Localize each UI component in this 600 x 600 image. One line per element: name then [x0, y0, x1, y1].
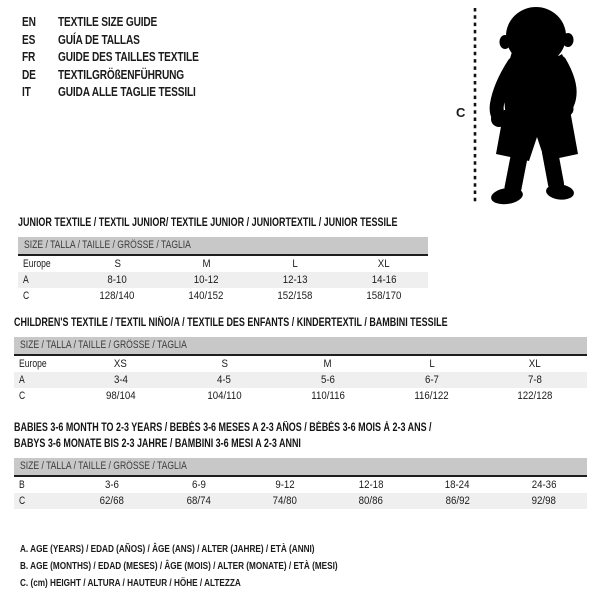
table-cell: 7-8: [528, 374, 543, 386]
footnote: [20, 541, 427, 558]
table-cell: 12-18: [358, 479, 384, 491]
footnote-text: B. AGE (MONTHS) / EDAD (MESES) / ÂGE (MOIS) / ALTER (MONATE) / ETÀ (MESI): [20, 560, 338, 572]
table-cell: 12-13: [282, 274, 308, 286]
table-cell: 24-36: [531, 479, 557, 491]
footnote: [20, 558, 427, 575]
size-header-text: SIZE / TALLA / TAILLE / GRÖSSE / TAGLIA: [24, 239, 191, 251]
language-title: TEXTILE SIZE GUIDE: [58, 14, 158, 29]
toddler-figure: [450, 2, 600, 212]
table-cell: S: [221, 358, 228, 370]
row-label: Europe: [23, 258, 51, 270]
table-row: [14, 388, 587, 404]
footnote-list: [20, 541, 427, 592]
babies-table-section: [14, 420, 587, 509]
table-cell: 86/92: [445, 495, 470, 507]
table-rows: [14, 356, 587, 404]
table-cell: 116/122: [414, 390, 449, 402]
language-code: FR: [22, 49, 36, 64]
table-row: [18, 288, 428, 304]
language-row: [22, 48, 238, 66]
language-code: DE: [22, 66, 36, 82]
size-header-text: SIZE / TALLA / TAILLE / GRÖSSE / TAGLIA: [20, 339, 187, 351]
language-code: EN: [22, 14, 36, 29]
size-header-bar: [14, 458, 587, 477]
table-cell: XS: [114, 358, 128, 370]
table-cell: 3-6: [105, 479, 120, 491]
table-title-text: CHILDREN'S TEXTILE / TEXTIL NIÑO/A / TEXTILE DES ENFANTS / KINDERTEXTIL / BAMBINI TESSILE: [14, 317, 448, 329]
table-cell: L: [292, 258, 298, 270]
table-cell: 92/98: [531, 495, 556, 507]
table-cell: 62/68: [100, 495, 125, 507]
table-cell: 5-6: [320, 374, 335, 386]
table-title-text: BABIES 3-6 MONTH TO 2-3 YEARS / BEBÉS 3-6 MESES A 2-3 AÑOS / BÉBÉS 3-6 MOIS À 2-3 ANS /: [14, 422, 432, 434]
language-row: [22, 13, 238, 31]
row-label: B: [19, 479, 25, 491]
size-header-bar: [14, 337, 587, 356]
row-label: C: [19, 495, 26, 507]
table-cell: 68/74: [186, 495, 211, 507]
language-title-list: [22, 13, 238, 101]
size-header-bar: [18, 237, 428, 256]
table-cell: 158/170: [366, 290, 402, 302]
language-row: [22, 31, 238, 49]
size-header-text: SIZE / TALLA / TAILLE / GRÖSSE / TAGLIA: [20, 460, 187, 472]
table-title: [14, 420, 587, 452]
table-title-text: BABYS 3-6 MONATE BIS 2-3 JAHRE / BAMBINI 3-6 MESI A 2-3 ANNI: [14, 438, 301, 450]
table-row: [18, 272, 428, 288]
language-row: [22, 83, 238, 101]
footnote: [20, 575, 427, 592]
row-label: A: [23, 274, 29, 286]
table-cell: 9-12: [275, 479, 295, 491]
language-code: IT: [22, 84, 31, 99]
language-title: GUIDE DES TAILLES TEXTILE: [58, 49, 199, 64]
language-title: GUÍA DE TALLAS: [58, 31, 140, 47]
language-code: ES: [22, 31, 36, 47]
footnote-text: A. AGE (YEARS) / EDAD (AÑOS) / ÂGE (ANS) / ALTER (JAHRE) / ETÀ (ANNI): [20, 543, 315, 555]
table-row: [14, 493, 587, 509]
table-cell: 80/86: [359, 495, 384, 507]
table-title: [14, 315, 587, 331]
language-title: TEXTILGRÖßENFÜHRUNG: [58, 66, 185, 82]
language-title: GUIDA ALLE TAGLIE TESSILI: [58, 84, 196, 99]
table-rows: [18, 256, 428, 304]
table-cell: XL: [529, 358, 542, 370]
table-cell: 10-12: [193, 274, 219, 286]
table-cell: 140/152: [188, 290, 224, 302]
table-cell: XL: [377, 258, 390, 270]
table-cell: L: [428, 358, 435, 370]
table-cell: 14-16: [371, 274, 396, 286]
junior-table-section: [18, 215, 428, 304]
table-cell: S: [114, 258, 121, 270]
table-cell: 104/110: [207, 390, 242, 402]
table-title: [18, 215, 428, 231]
table-row: [14, 477, 587, 493]
table-cell: 6-7: [424, 374, 439, 386]
table-title-text: JUNIOR TEXTILE / TEXTIL JUNIOR/ TEXTILE JUNIOR / JUNIORTEXTIL / JUNIOR TESSILE: [18, 217, 398, 229]
table-row: [14, 372, 587, 388]
table-cell: 98/104: [105, 390, 136, 402]
row-label: C: [19, 390, 26, 402]
children-table-section: [14, 315, 587, 404]
footnote-text: C. (cm) HEIGHT / ALTURA / HAUTEUR / HÖHE / ALTEZZA: [20, 577, 241, 589]
height-measure-label: C: [456, 105, 466, 120]
table-row: [18, 256, 428, 272]
table-cell: 122/128: [517, 390, 553, 402]
table-row: [14, 356, 587, 372]
table-cell: M: [323, 358, 333, 370]
table-cell: 4-5: [217, 374, 232, 386]
row-label: Europe: [19, 358, 47, 370]
table-cell: 74/80: [272, 495, 297, 507]
table-cell: 110/116: [311, 390, 345, 402]
row-label: A: [19, 374, 25, 386]
table-cell: 6-9: [191, 479, 206, 491]
table-cell: M: [202, 258, 211, 270]
table-rows: [14, 477, 587, 509]
table-cell: 128/140: [99, 290, 135, 302]
language-row: [22, 66, 238, 84]
table-cell: 152/158: [277, 290, 313, 302]
table-cell: 3-4: [113, 374, 128, 386]
table-cell: 18-24: [445, 479, 470, 491]
row-label: C: [23, 290, 30, 302]
toddler-silhouette-icon: [450, 2, 600, 212]
table-cell: 8-10: [107, 274, 128, 286]
